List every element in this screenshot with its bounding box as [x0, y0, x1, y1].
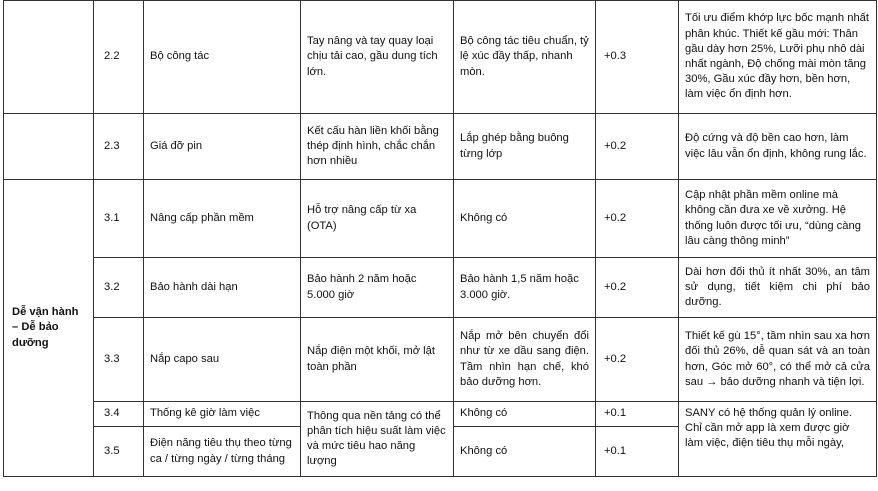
group-label: Dễ vận hành – Dễ bảo dưỡng: [4, 180, 94, 477]
sany-spec: Nắp điện một khối, mở lật toàn phần: [301, 318, 454, 402]
item-name: Nâng cấp phần mềm: [144, 180, 301, 258]
row-number: 3.2: [94, 258, 144, 318]
competitor-spec: Không có: [454, 427, 596, 477]
score-delta: +0.2: [596, 318, 679, 402]
benefit-text: Thiết kế gù 15°, tầm nhìn sau xa hơn đối thủ 26%, dễ quan sát và an toàn hơn, Góc mở 60°, có thể mở cả cửa sau → bảo dưỡng nhanh và tiện lợi.: [679, 318, 877, 402]
row-number: 2.3: [94, 114, 144, 180]
benefit-text-merged: SANY có hệ thống quản lý online. Chỉ cần mở app là xem được giờ làm việc, điện tiêu thụ mỗi ngày,: [679, 402, 877, 477]
competitor-spec: Không có: [454, 402, 596, 427]
sany-spec: Bảo hành 2 năm hoặc 5.000 giờ: [301, 258, 454, 318]
row-number: 3.5: [94, 427, 144, 477]
competitor-spec: Bảo hành 1,5 năm hoặc 3.000 giờ.: [454, 258, 596, 318]
sany-spec: Hỗ trợ nâng cấp từ xa (OTA): [301, 180, 454, 258]
sany-spec: Kết cấu hàn liền khối bằng thép định hình, chắc chắn hơn nhiều: [301, 114, 454, 180]
table-row: [4, 1, 877, 114]
score-delta: +0.1: [596, 402, 679, 427]
item-name: Giá đỡ pin: [144, 114, 301, 180]
table-row: [4, 180, 877, 258]
item-name: Điện năng tiêu thụ theo từng ca / từng ngày / từng tháng: [144, 427, 301, 477]
item-name: Nắp capo sau: [144, 318, 301, 402]
group-cell-empty: [4, 114, 94, 180]
item-name: Bộ công tác: [144, 1, 301, 114]
item-name: Bảo hành dài hạn: [144, 258, 301, 318]
sany-spec-merged: Thông qua nền tảng có thể phân tích hiệu suất làm việc và mức tiêu hao năng lượng: [301, 402, 454, 477]
competitor-spec: Bộ công tác tiêu chuẩn, tỷ lệ xúc đầy thấp, nhanh mòn.: [454, 1, 596, 114]
benefit-text: Độ cứng và độ bền cao hơn, làm việc lâu vẫn ổn định, không rung lắc.: [679, 114, 877, 180]
competitor-spec: Không có: [454, 180, 596, 258]
benefit-text: Dài hơn đối thủ ít nhất 30%, an tâm sử dụng, tiết kiệm chi phí bảo dưỡng.: [679, 258, 877, 318]
table-row: [4, 258, 877, 318]
sany-spec: Tay nâng và tay quay loại chịu tải cao, gầu dung tích lớn.: [301, 1, 454, 114]
competitor-spec: Nắp mở bên chuyển đổi như từ xe dầu sang điện. Tầm nhìn hạn chế, khó bảo dưỡng hơn.: [454, 318, 596, 402]
score-delta: +0.1: [596, 427, 679, 477]
benefit-text: Cập nhật phần mềm online mà không cần đưa xe về xưởng. Hệ thống luôn được tối ưu, “dùng càng lâu càng thông minh”: [679, 180, 877, 258]
score-delta: +0.2: [596, 180, 679, 258]
score-delta: +0.3: [596, 1, 679, 114]
competitor-spec: Lắp ghép bằng buông từng lớp: [454, 114, 596, 180]
group-cell-empty: [4, 1, 94, 114]
score-delta: +0.2: [596, 258, 679, 318]
score-delta: +0.2: [596, 114, 679, 180]
table-row: [4, 402, 877, 427]
benefit-text: Tối ưu điểm khớp lực bốc mạnh nhất phân khúc. Thiết kế gầu mới: Thân gầu dày hơn 25%, Lưỡi phụ nhô dài nhất ngành, Độ chống mài mòn tăng 30%, Gầu xúc đầy hơn, bền hơn, làm việc ổn định hơn.: [679, 1, 877, 114]
row-number: 3.3: [94, 318, 144, 402]
row-number: 2.2: [94, 1, 144, 114]
row-number: 3.1: [94, 180, 144, 258]
table-row: [4, 318, 877, 402]
row-number: 3.4: [94, 402, 144, 427]
comparison-table: [3, 0, 877, 477]
table-row: [4, 114, 877, 180]
item-name: Thống kê giờ làm việc: [144, 402, 301, 427]
